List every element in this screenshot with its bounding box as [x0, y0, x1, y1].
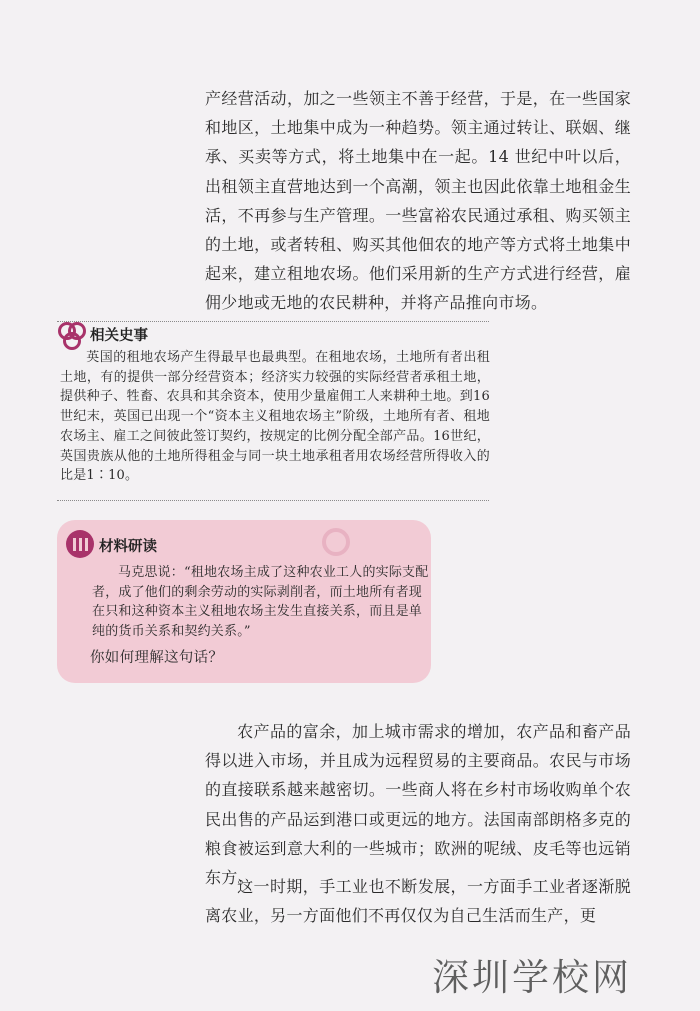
material-reading-header [99, 535, 157, 556]
related-history-bottom-divider [57, 500, 489, 501]
site-watermark: 深圳学校网 [432, 956, 632, 999]
marx-quote: 马克思说：“租地农场主成了这种农业工人的实际支配者，成了他们的剩余劳动的实际剥削者，而土地所有者现在只和这种资本主义租地农场主发生直接关系，而且是单纯的货币关系和契约关系。” [92, 565, 429, 639]
body-paragraph-2: 农产品的富余，加上城市需求的增加，农产品和畜产品得以进入市场，并且成为远程贸易的主要商品。农民与市场的直接联系越来越密切。一些商人将在乡村市场收购单个农民出售的产品运到港口或更远的地方。法国南部朗格多克的粮食被运到意大利的一些城市；欧洲的呢绒、皮毛等也远销东方。 [205, 722, 631, 888]
rings-icon [58, 320, 86, 348]
related-history-title: 相关史事 [90, 327, 148, 344]
related-history-header [58, 320, 148, 348]
body-paragraph-3: 这一时期，手工业也不断发展，一方面手工业者逐渐脱离农业，另一方面他们不再仅仅为自己生活而生产，更 [205, 877, 631, 926]
body-paragraph-top: 产经营活动，加之一些领主不善于经营，于是，在一些国家和地区，土地集中成为一种趋势。领主通过转让、联姻、继承、买卖等方式，将土地集中在一起。14 世纪中叶以后，出租领主直营地达到一个高潮，领主也因此依靠土地租金生活，不再参与生产管理。一些富裕农民通过承租、购买领主的土地，或者转租、购买其他佃农的地产等方式将土地集中起来，建立租地农场。他们采用新的生产方式进行经营，雇佣少地或无地的农民耕种，并将产品推向市场。 [205, 89, 631, 313]
material-reading-title: 材料研读 [99, 539, 157, 555]
faint-emblem-icon [322, 528, 350, 556]
columns-icon [66, 530, 94, 558]
reading-question: 你如何理解这句话？ [90, 650, 224, 666]
related-history-text: 英国的租地农场产生得最早也最典型。在租地农场，土地所有者出租土地，有的提供一部分经营资本；经济实力较强的实际经营者承租土地，提供种子、牲畜、农具和其余资本，使用少量雇佣工人来耕种土地。到16世纪末，英国已出现一个“资本主义租地农场主”阶级，土地所有者、租地农场主、雇工之间彼此签订契约，按规定的比例分配全部产品。16世纪，英国贵族从他的土地所得租金与同一块土地承租者用农场经营所得收入的比是1∶10。 [60, 350, 490, 484]
